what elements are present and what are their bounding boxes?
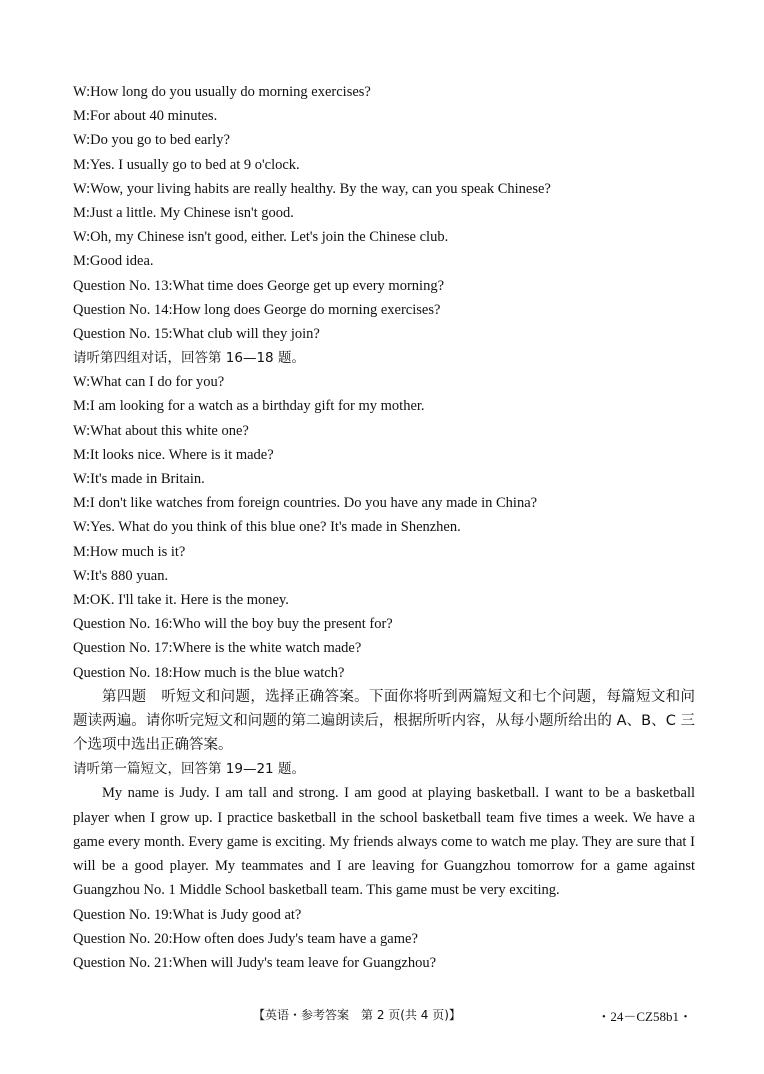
dialogue-line: M:Yes. I usually go to bed at 9 o'clock.: [73, 156, 300, 173]
passage1-instruction: 请听第一篇短文，回答第 19—21 题。: [73, 761, 305, 778]
dialogue-4: [73, 370, 695, 684]
page-footer: [0, 1006, 764, 1026]
dialogue-line: M:How much is it?: [73, 543, 186, 560]
question-line: Question No. 15:What club will they join?: [73, 325, 320, 342]
passage-1-questions: [73, 903, 695, 976]
passage-1-text: My name is Judy. I am tall and strong. I am good at playing basketball. I want to be a basketball player when I grow up. I practice basketball in the school basketball team five times a week. We have a game every month. Every game is exciting. My friends always come to watch me play. They are sure that I will be a good player. My teammates and I are leaving for Guangzhou tomorrow for a game against Guangzhou No. 1 Middle School basketball team. This game must be very exciting.: [73, 785, 695, 899]
question-line: Question No. 14:How long does George do morning exercises?: [73, 301, 441, 318]
dialogue-line: M:For about 40 minutes.: [73, 108, 218, 125]
group4-instruction: 请听第四组对话，回答第 16—18 题。: [73, 350, 305, 367]
question-line: Question No. 20:How often does Judy's team have a game?: [73, 930, 418, 947]
dialogue-line: W:Do you go to bed early?: [73, 132, 230, 149]
dialogue-3-tail: [73, 80, 695, 346]
section-4-instruction: 第四题 听短文和问题，选择正确答案。下面你将听到两篇短文和七个问题，每篇短文和问题读两遍。请你听完短文和问题的第二遍朗读后，根据所听内容，从每小题所给出的 A、B、C 三个选项中选出正确答案。: [73, 688, 695, 754]
page-content: [73, 80, 695, 975]
dialogue-line: M:It looks nice. Where is it made?: [73, 446, 274, 463]
question-line: Question No. 17:Where is the white watch made?: [73, 640, 362, 657]
dialogue-line: M:Just a little. My Chinese isn't good.: [73, 204, 294, 221]
dialogue-line: W:It's made in Britain.: [73, 471, 205, 487]
question-line: Question No. 16:Who will the boy buy the present for?: [73, 616, 393, 633]
dialogue-line: W:Wow, your living habits are really healthy. By the way, can you speak Chinese?: [73, 180, 551, 197]
dialogue-line: M:OK. I'll take it. Here is the money.: [73, 591, 289, 608]
dialogue-line: W:How long do you usually do morning exercises?: [73, 84, 371, 100]
dialogue-line: W:Oh, my Chinese isn't good, either. Let's join the Chinese club.: [73, 229, 449, 246]
dialogue-line: W:What about this white one?: [73, 422, 249, 439]
dialogue-line: W:What can I do for you?: [73, 374, 225, 391]
dialogue-line: W:It's 880 yuan.: [73, 567, 169, 584]
question-line: Question No. 21:When will Judy's team leave for Guangzhou?: [73, 954, 437, 971]
dialogue-line: M:Good idea.: [73, 253, 154, 270]
question-line: Question No. 13:What time does George get up every morning?: [73, 277, 445, 294]
question-line: Question No. 18:How much is the blue watch?: [73, 664, 345, 681]
dialogue-line: W:Yes. What do you think of this blue one? It's made in Shenzhen.: [73, 519, 461, 536]
footer-code: ・24－CZ58b1・: [597, 1009, 692, 1024]
dialogue-line: M:I am looking for a watch as a birthday gift for my mother.: [73, 398, 425, 415]
dialogue-line: M:I don't like watches from foreign countries. Do you have any made in China?: [73, 495, 538, 512]
footer-page-info: 【英语・参考答案 第 2 页(共 4 页)】: [253, 1008, 461, 1022]
question-line: Question No. 19:What is Judy good at?: [73, 906, 302, 923]
